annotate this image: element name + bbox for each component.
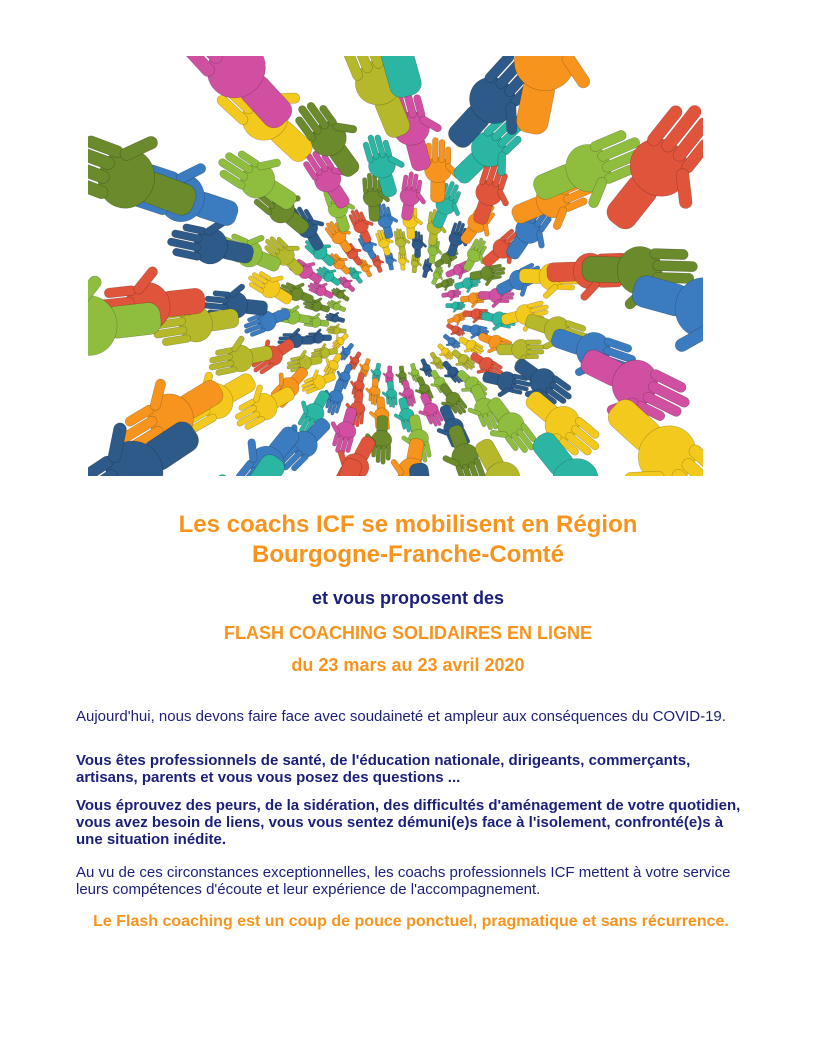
- subtitle: et vous proposent des: [311, 588, 505, 608]
- title-line-2: Bourgogne-Franche-Comté: [252, 541, 564, 568]
- hero-image: [88, 56, 703, 476]
- hand-shape: [88, 266, 164, 363]
- feelings-paragraph: Vous éprouvez des peurs, de la sidération, des difficultés d'aménagement de votre quotidien, vous avez besoin de liens, vous vous sentez démuni(e)s face à l'isolement, confronté(e)s à une situation inédite.: [76, 797, 741, 848]
- date-range: du 23 mars au 23 avril 2020: [291, 655, 525, 675]
- hand-shape: [326, 322, 347, 335]
- page-title: [40, 510, 776, 570]
- title-line-1: Les coachs ICF se mobilisent en Région: [178, 511, 638, 538]
- intro-paragraph: Aujourd'hui, nous devons faire face avec soudaineté et ampleur aux conséquences du COVID-19.: [76, 708, 726, 725]
- closing-statement: Le Flash coaching est un coup de pouce ponctuel, pragmatique et sans récurrence.: [93, 913, 729, 930]
- hands-ring-illustration: [88, 56, 703, 476]
- hand-shape: [441, 289, 462, 303]
- audience-paragraph: Vous êtes professionnels de santé, de l'éducation nationale, dirigeants, commerçants, artisans, parents et vous vous posez des questions ...: [76, 752, 691, 786]
- highlight-heading: FLASH COACHING SOLIDAIRES EN LIGNE: [223, 623, 592, 643]
- hand-shape: [445, 301, 465, 313]
- offer-paragraph: Au vu de ces circonstances exceptionnelles, les coachs professionnels ICF mettent à votre service leurs compétences d'écoute et leur expérience de l'accompagnement.: [76, 864, 731, 898]
- center-circle: [348, 270, 444, 366]
